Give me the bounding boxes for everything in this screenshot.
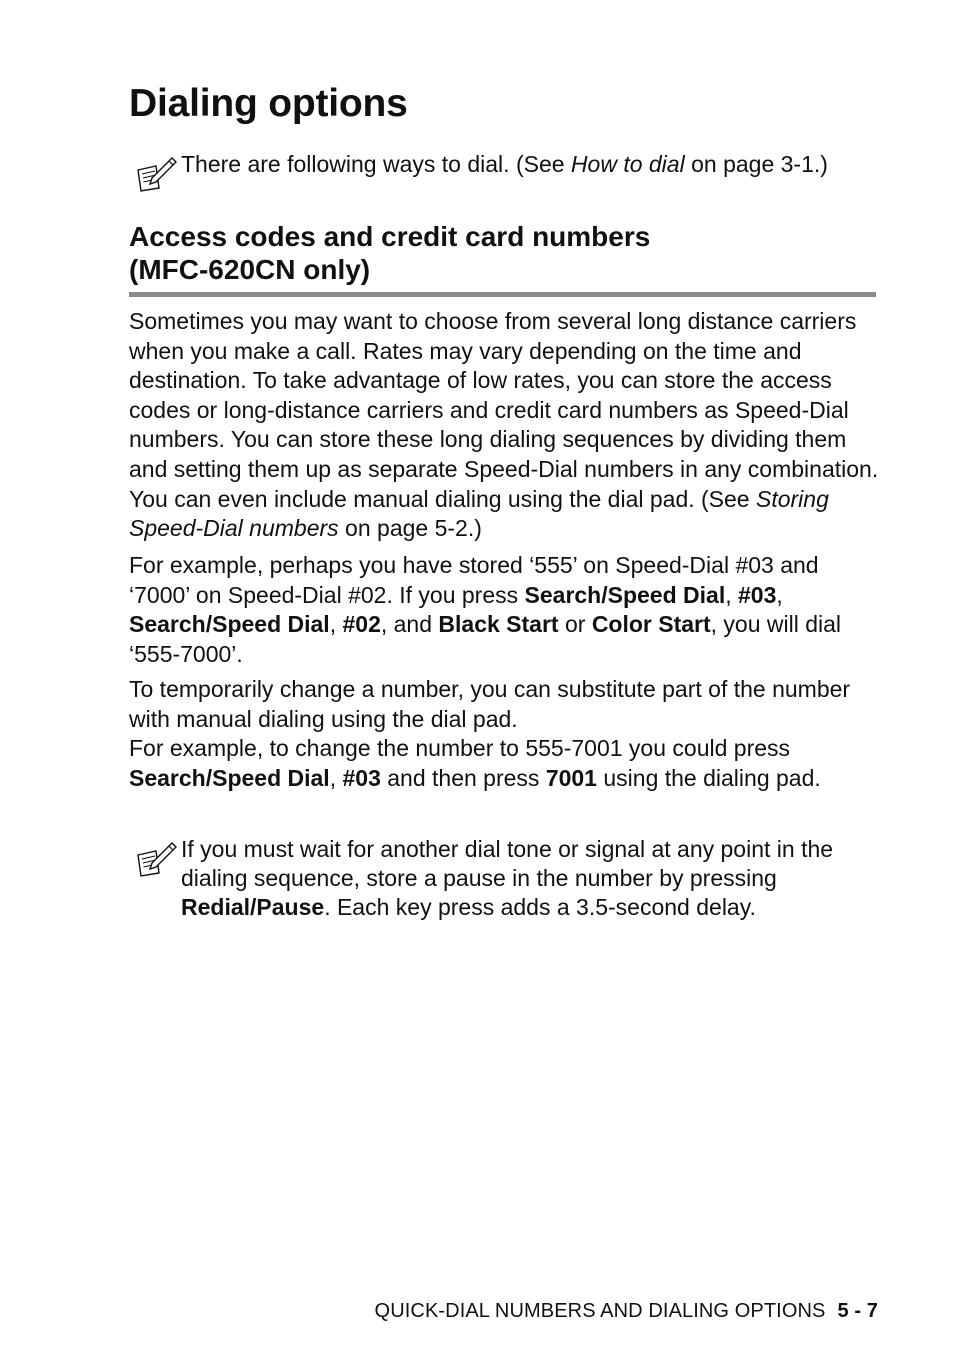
memo-pencil-icon (134, 156, 178, 192)
key-number-03: #03 (342, 764, 381, 791)
text: For example, to change the number to 555-7001 you could press (129, 735, 791, 762)
memo-pencil-icon (134, 841, 178, 877)
paragraph-access-codes (129, 307, 879, 544)
text: , and (380, 611, 439, 638)
section-heading-line1: Access codes and credit card numbers (129, 221, 651, 252)
key-search-speed-dial: Search/Speed Dial (129, 764, 330, 791)
paragraph-text-after: on page 5-2.) (338, 515, 482, 542)
section-divider (129, 292, 876, 297)
page-footer (375, 1298, 878, 1324)
key-black-start: Black Start (438, 611, 559, 638)
note-text (181, 150, 879, 179)
text: , (329, 764, 343, 791)
footer-chapter-title: QUICK-DIAL NUMBERS AND DIALING OPTIONS (374, 1300, 826, 1322)
cross-reference-storing-speed-dial[interactable]: Storing Speed-Dial numbers (129, 485, 829, 542)
paragraph-example (129, 551, 879, 669)
note-text-before: There are following ways to dial. (See (181, 151, 571, 177)
text: For example, perhaps you have stored ‘555’ on Speed-Dial #03 and ‘7000’ on Speed-Dial #02. If you press (129, 552, 819, 608)
text: , (776, 581, 783, 608)
key-search-speed-dial: Search/Speed Dial (129, 611, 330, 638)
text: , you will dial ‘555-7000’. (129, 611, 842, 667)
key-number-02: #02 (342, 611, 381, 638)
page-number: 5 - 7 (837, 1300, 878, 1322)
key-color-start: Color Start (591, 611, 711, 638)
key-7001: 7001 (545, 764, 597, 791)
note-text-before: If you must wait for another dial tone or signal at any point in the dialing sequence, store a pause in the number by pressing (181, 836, 834, 891)
note-text-after: . Each key press adds a 3.5-second delay. (324, 894, 756, 920)
text: , (329, 611, 343, 638)
text: , (725, 581, 738, 608)
section-heading (129, 220, 876, 286)
cross-reference-how-to-dial[interactable]: How to dial (570, 151, 685, 177)
note-text-after: on page 3-1.) (684, 151, 828, 177)
section-heading-line2: (MFC-620CN only) (129, 254, 371, 285)
text: or (558, 611, 592, 638)
text: using the dialing pad. (596, 764, 821, 791)
key-search-speed-dial: Search/Speed Dial (524, 581, 726, 608)
key-redial-pause: Redial/Pause (181, 894, 325, 920)
paragraph-text: Sometimes you may want to choose from several long distance carriers when you make a call. Rates may vary depending on the time and destination. To take advantage of low rates, you can store the access codes or long-distance carriers and credit card numbers as Speed-Dial numbers. You can store these long dialing sequences by dividing them and setting them up as separate Speed-Dial numbers in any combination. You can even include manual dialing using the dial pad. (See (129, 308, 879, 512)
page-title: Dialing options (129, 82, 408, 125)
text: To temporarily change a number, you can substitute part of the number with manual dialing using the dial pad. (129, 676, 851, 732)
note-text (181, 835, 879, 922)
key-number-03: #03 (738, 581, 777, 608)
text: and then press (380, 764, 546, 791)
paragraph-temporary-change (129, 675, 879, 793)
